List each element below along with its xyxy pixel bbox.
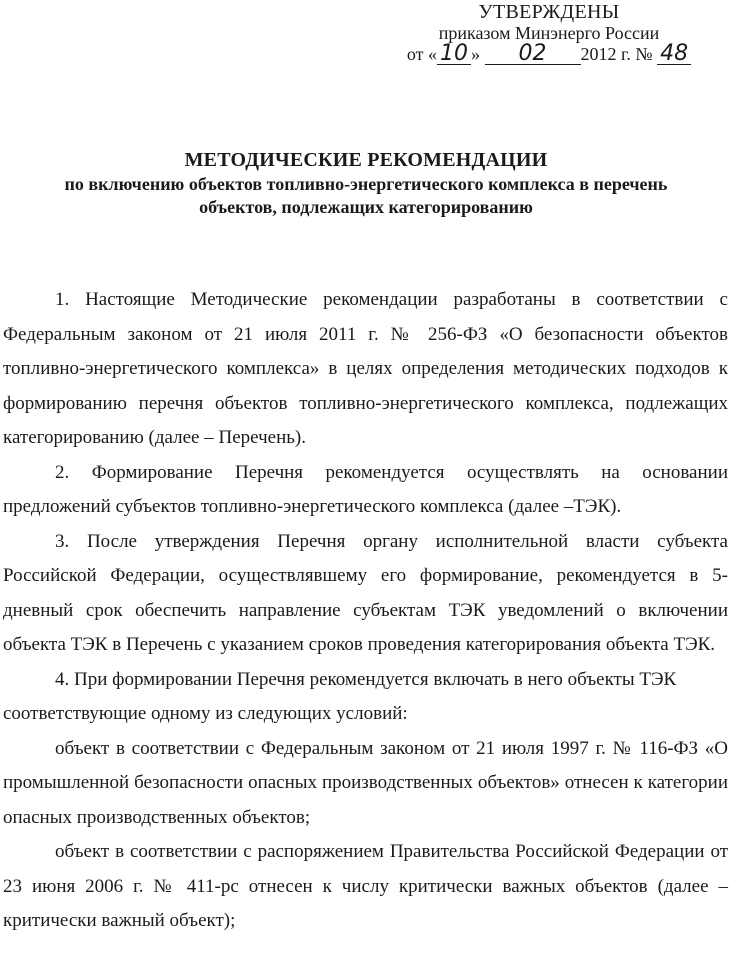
handwritten-month: 02 bbox=[485, 44, 581, 65]
order-year: 2012 г. № bbox=[580, 44, 653, 64]
paragraph-2: 2. Формирование Перечня рекомендуется осуществлять на основании предложений субъектов топливно-энергетического комплекса (далее –ТЭК). bbox=[3, 461, 728, 517]
handwritten-day: 10 bbox=[437, 44, 471, 65]
handwritten-order-number: 48 bbox=[657, 44, 691, 65]
approved-heading: УТВЕРЖДЕНЫ bbox=[478, 1, 620, 23]
date-quote-close: » bbox=[471, 44, 481, 64]
approval-stamp bbox=[384, 2, 714, 65]
paragraph-1: 1. Настоящие Методические рекомендации разработаны в соответствии с Федеральным законом от 21 июля 2011 г. № 256-ФЗ «О безопасности объектов топливно-энергетического комплекса» в целях определения методических подходов к формированию перечня объектов топливно-энергетического комплекса, подлежащих категорированию (далее – Перечень). bbox=[3, 289, 728, 448]
title-subtitle-line-1: по включению объектов топливно-энергетического комплекса в перечень bbox=[64, 174, 668, 194]
title-main: МЕТОДИЧЕСКИЕ РЕКОМЕНДАЦИИ bbox=[184, 149, 548, 171]
order-date-line bbox=[384, 41, 714, 66]
paragraph-4-condition-2: объект в соответствии с распоряжением Правительства Российской Федерации от 23 июня 2006 г. № 411-рс отнесен к числу критически важных объектов (далее – критически важный объект); bbox=[3, 841, 728, 931]
document-body bbox=[3, 283, 728, 939]
approved-by-line: приказом Минэнерго России bbox=[438, 23, 660, 43]
paragraph-4-condition-1: объект в соответствии с Федеральным законом от 21 июля 1997 г. № 116-ФЗ «О промышленной безопасности опасных производственных объектов» отнесен к категории опасных производственных объектов; bbox=[3, 737, 728, 828]
paragraph-3: 3. После утверждения Перечня органу исполнительной власти субъекта Российской Федерации, осуществлявшему его формирование, рекомендуется в 5-дневный срок обеспечить направление субъектам ТЭК уведомлений о включении объекта ТЭК в Перечень с указанием сроков проведения категорирования объекта ТЭК. bbox=[3, 530, 728, 655]
document-title bbox=[0, 148, 732, 218]
date-prefix: от « bbox=[406, 44, 438, 64]
paragraph-4: 4. При формировании Перечня рекомендуется включать в него объекты ТЭК соответствующие одному из следующих условий: bbox=[3, 668, 677, 724]
title-subtitle-line-2: объектов, подлежащих категорированию bbox=[199, 197, 533, 217]
